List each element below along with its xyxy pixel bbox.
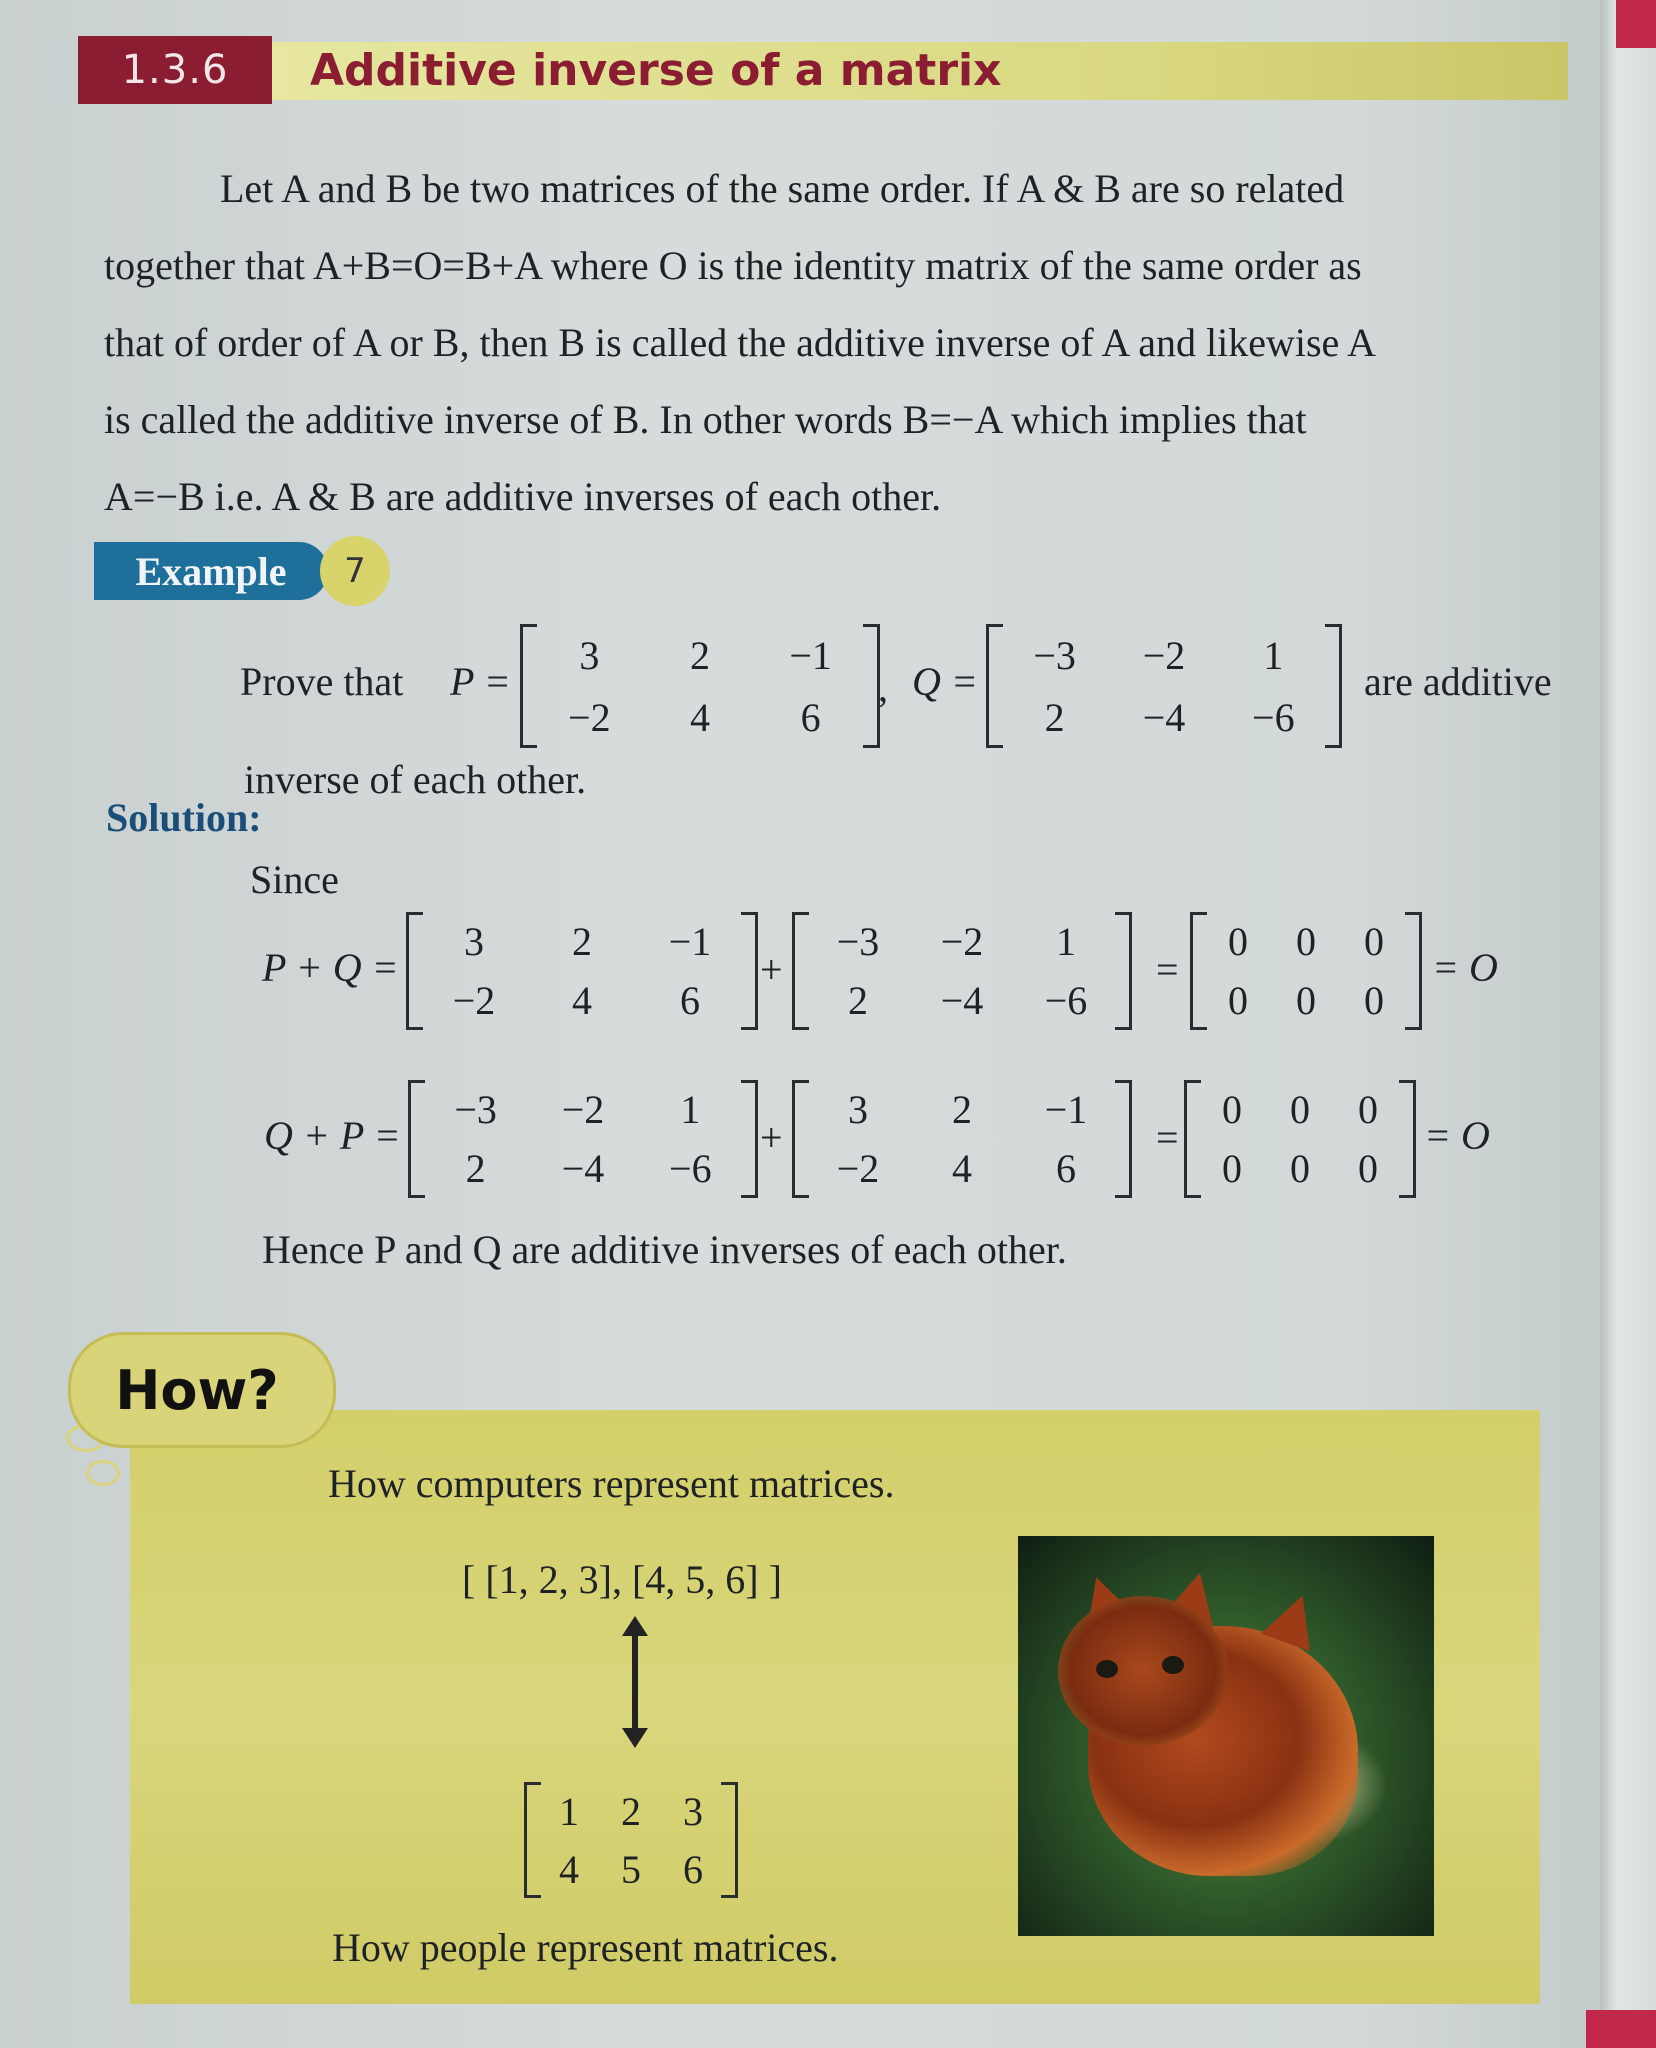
matrix-cell: −3	[454, 1087, 497, 1132]
matrix-cell: 4	[559, 1846, 579, 1892]
matrix-right-bracket	[741, 912, 758, 1030]
matrix-cell: 3	[683, 1788, 703, 1834]
matrix-cell: 3	[579, 632, 600, 678]
matrix-cell: −2	[561, 1087, 605, 1132]
intro-paragraph	[104, 150, 1570, 535]
prove-suffix: are additive	[1364, 659, 1552, 704]
matrix-cell: 2	[848, 978, 868, 1023]
matrix-cell: 0	[1222, 1087, 1242, 1132]
matrix-cell: 2	[1044, 694, 1065, 740]
matrix-cell: −6	[669, 1146, 712, 1191]
prove-continuation: inverse of each other.	[244, 757, 587, 802]
matrix-left-bracket	[520, 624, 537, 748]
matrix-right-bracket	[1399, 1080, 1416, 1198]
intro-line: is called the additive inverse of B. In other words B=−A which implies that	[104, 397, 1307, 442]
eq1-plus: +	[760, 947, 783, 992]
intro-line: that of order of A or B, then B is called the additive inverse of A and likewise A	[104, 320, 1376, 365]
eq2-rhs: = O	[1424, 1113, 1490, 1158]
intro-line: together that A+B=O=B+A where O is the identity matrix of the same order as	[104, 243, 1362, 288]
eq2-matrix-q	[408, 1080, 758, 1198]
matrix-cell: 2	[465, 1146, 486, 1191]
since-text: Since	[250, 857, 339, 902]
matrix-cell: 0	[1358, 1146, 1378, 1191]
double-arrow-icon	[632, 1632, 638, 1732]
matrix-right-bracket	[1115, 1080, 1132, 1198]
section-title: Additive inverse of a matrix	[310, 45, 1002, 96]
matrix-left-bracket	[1184, 1080, 1201, 1198]
matrix-left-bracket	[406, 912, 423, 1030]
matrix-cell: 5	[621, 1846, 641, 1892]
matrix-left-bracket	[792, 912, 809, 1030]
matrix-cell: −2	[940, 919, 984, 964]
matrix-cell: 2	[952, 1087, 972, 1132]
matrix-cell: −3	[836, 919, 880, 964]
comma: ,	[878, 665, 888, 710]
matrix-cell: −1	[789, 632, 832, 678]
matrix-cell: 0	[1290, 1087, 1310, 1132]
people-matrix	[524, 1782, 738, 1898]
how-bubble	[68, 1332, 336, 1448]
matrix-cell: 2	[572, 919, 592, 964]
matrix-cell: 6	[683, 1846, 703, 1892]
matrix-cell: 2	[621, 1788, 641, 1834]
eq1-zero-matrix	[1190, 912, 1422, 1030]
kitten-eye	[1162, 1656, 1184, 1674]
computers-caption: How computers represent matrices.	[328, 1461, 895, 1506]
example-label: Example	[94, 542, 328, 600]
matrix-cell: 1	[559, 1788, 579, 1834]
matrix-left-bracket	[792, 1080, 809, 1198]
array-notation: [ [1, 2, 3], [4, 5, 6] ]	[462, 1557, 782, 1602]
matrix-cell: 6	[1056, 1146, 1076, 1191]
matrix-cell: 1	[1056, 919, 1076, 964]
matrix-cell: −4	[561, 1146, 605, 1191]
matrix-cell: −1	[1044, 1087, 1088, 1132]
matrix-right-bracket	[721, 1782, 738, 1898]
matrix-left-bracket	[408, 1080, 425, 1198]
matrix-cell: −1	[668, 919, 712, 964]
example-number: 7	[320, 536, 390, 606]
eq2-lhs: Q + P =	[264, 1113, 401, 1158]
kitten-head	[1058, 1596, 1228, 1746]
solution-label: Solution:	[106, 795, 262, 840]
eq2-equals: =	[1156, 1115, 1179, 1160]
matrix-cell: 3	[848, 1087, 868, 1132]
matrix-cell: 4	[952, 1146, 972, 1191]
matrix-cell: 0	[1228, 919, 1248, 964]
matrix-cell: −2	[836, 1146, 880, 1191]
eq2-plus: +	[760, 1115, 783, 1160]
matrix-cell: −2	[1142, 632, 1186, 678]
matrix-cell: 1	[680, 1087, 701, 1132]
matrix-cell: −6	[1252, 694, 1295, 740]
matrix-cell: 1	[1263, 632, 1284, 678]
matrix-cell: 0	[1364, 978, 1384, 1023]
prove-prefix: Prove that	[240, 659, 404, 704]
page-edge-tab	[1616, 0, 1656, 48]
q-label: Q =	[912, 659, 978, 704]
matrix-right-bracket	[1115, 912, 1132, 1030]
matrix-cell: 0	[1222, 1146, 1242, 1191]
matrix-right-bracket	[1325, 624, 1342, 748]
matrix-right-bracket	[741, 1080, 758, 1198]
matrix-cell: 6	[800, 694, 821, 740]
matrix-cell: 0	[1296, 919, 1316, 964]
eq1-lhs: P + Q =	[262, 945, 399, 990]
kitten-eye	[1096, 1660, 1118, 1678]
people-caption: How people represent matrices.	[332, 1925, 839, 1970]
matrix-cell: 0	[1290, 1146, 1310, 1191]
page-edge	[1600, 0, 1656, 2048]
how-title: How?	[115, 1358, 279, 1422]
section-header	[78, 36, 1568, 106]
intro-line: A=−B i.e. A & B are additive inverses of each other.	[104, 474, 942, 519]
kitten-image	[1018, 1536, 1434, 1936]
matrix-left-bracket	[986, 624, 1003, 748]
eq1-equals: =	[1156, 947, 1179, 992]
matrix-cell: −6	[1044, 978, 1088, 1023]
eq2-matrix-p	[792, 1080, 1132, 1198]
matrix-cell: 0	[1228, 978, 1248, 1023]
matrix-cell: 4	[572, 978, 592, 1023]
matrix-cell: 2	[689, 632, 710, 678]
intro-line: Let A and B be two matrices of the same order. If A & B are so related	[220, 166, 1345, 211]
matrix-p	[520, 624, 880, 748]
eq1-matrix-p	[406, 912, 758, 1030]
matrix-cell: 4	[689, 694, 710, 740]
p-label: P =	[450, 659, 511, 704]
matrix-left-bracket	[524, 1782, 541, 1898]
page-edge-tab	[1586, 2010, 1656, 2048]
matrix-cell: 0	[1364, 919, 1384, 964]
matrix-left-bracket	[1190, 912, 1207, 1030]
eq1-rhs: = O	[1432, 945, 1498, 990]
matrix-cell: −3	[1033, 632, 1076, 678]
matrix-cell: 0	[1358, 1087, 1378, 1132]
matrix-cell: −2	[568, 694, 611, 740]
matrix-cell: −4	[940, 978, 984, 1023]
matrix-q	[986, 624, 1342, 748]
matrix-right-bracket	[1405, 912, 1422, 1030]
matrix-cell: 0	[1296, 978, 1316, 1023]
matrix-cell: −2	[452, 978, 496, 1023]
matrix-cell: −4	[1142, 694, 1186, 740]
thought-dot	[86, 1460, 120, 1486]
section-number: 1.3.6	[78, 36, 272, 104]
eq1-matrix-q	[792, 912, 1132, 1030]
matrix-cell: 6	[680, 978, 700, 1023]
conclusion: Hence P and Q are additive inverses of each other.	[262, 1227, 1067, 1272]
matrix-cell: 3	[464, 919, 484, 964]
eq2-zero-matrix	[1184, 1080, 1416, 1198]
